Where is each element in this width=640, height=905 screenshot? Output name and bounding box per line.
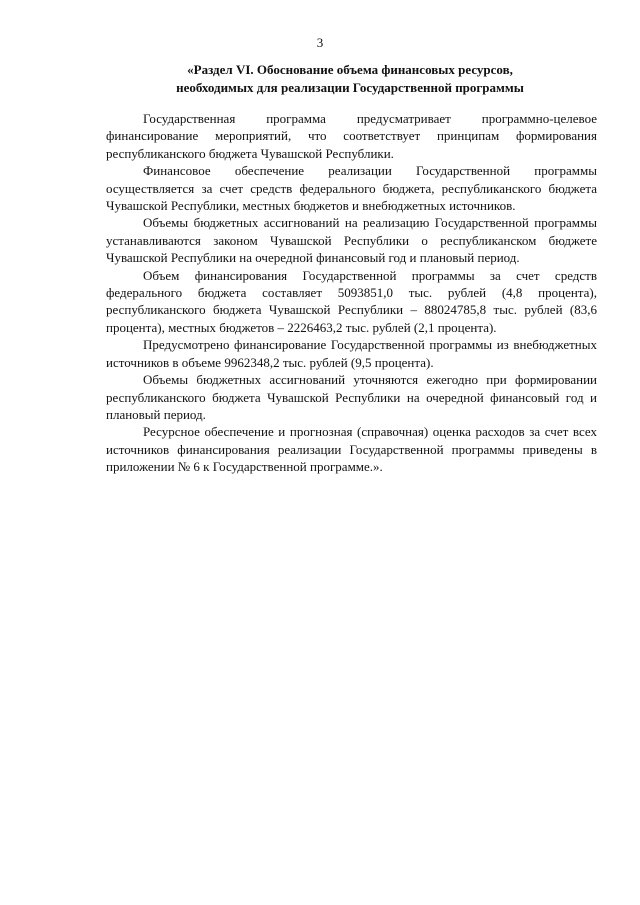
page-number: 3: [316, 35, 324, 50]
section-body: [106, 110, 597, 476]
paragraph: Государственная программа предусматривает программно-целевое финансирование мероприятий, что соответствует принципам формирования республиканского бюджета Чувашской Республики.: [106, 111, 597, 161]
paragraph: Объемы бюджетных ассигнований на реализацию Государственной программы устанавливаются законом Чувашской Республики о республиканском бюджете Чувашской Республики на очередной финансовый год и плановый период.: [106, 215, 597, 266]
section-heading: [105, 61, 595, 96]
paragraph: Объемы бюджетных ассигнований уточняются ежегодно при формировании республиканского бюджета Чувашской Республики на очередной финансовый год и плановый период.: [106, 372, 597, 422]
paragraph: Предусмотрено финансирование Государственной программы из внебюджетных источников в объеме 9962348,2 тыс. рублей (9,5 процента).: [106, 337, 597, 370]
paragraph: Объем финансирования Государственной программы за счет средств федерального бюджета составляет 5093851,0 тыс. рублей (4,8 процента), республиканского бюджета Чувашской Республики – 88024785,8 тыс. рублей (83,6 процента), местных бюджетов – 2226463,2 тыс. рублей (2,1 процента).: [106, 267, 597, 335]
section-heading-line-2: необходимых для реализации Государственной программы: [176, 79, 524, 95]
paragraph: Ресурсное обеспечение и прогнозная (справочная) оценка расходов за счет всех источников финансирования реализации Государственной программы приведены в приложении № 6 к Государственной программе.».: [106, 424, 597, 475]
section-heading-line-1: «Раздел VI. Обоснование объема финансовых ресурсов,: [187, 62, 513, 77]
paragraph: Финансовое обеспечение реализации Государственной программы осуществляется за счет средств федерального бюджета, республиканского бюджета Чувашской Республики, местных бюджетов и внебюджетных источников.: [106, 163, 597, 214]
